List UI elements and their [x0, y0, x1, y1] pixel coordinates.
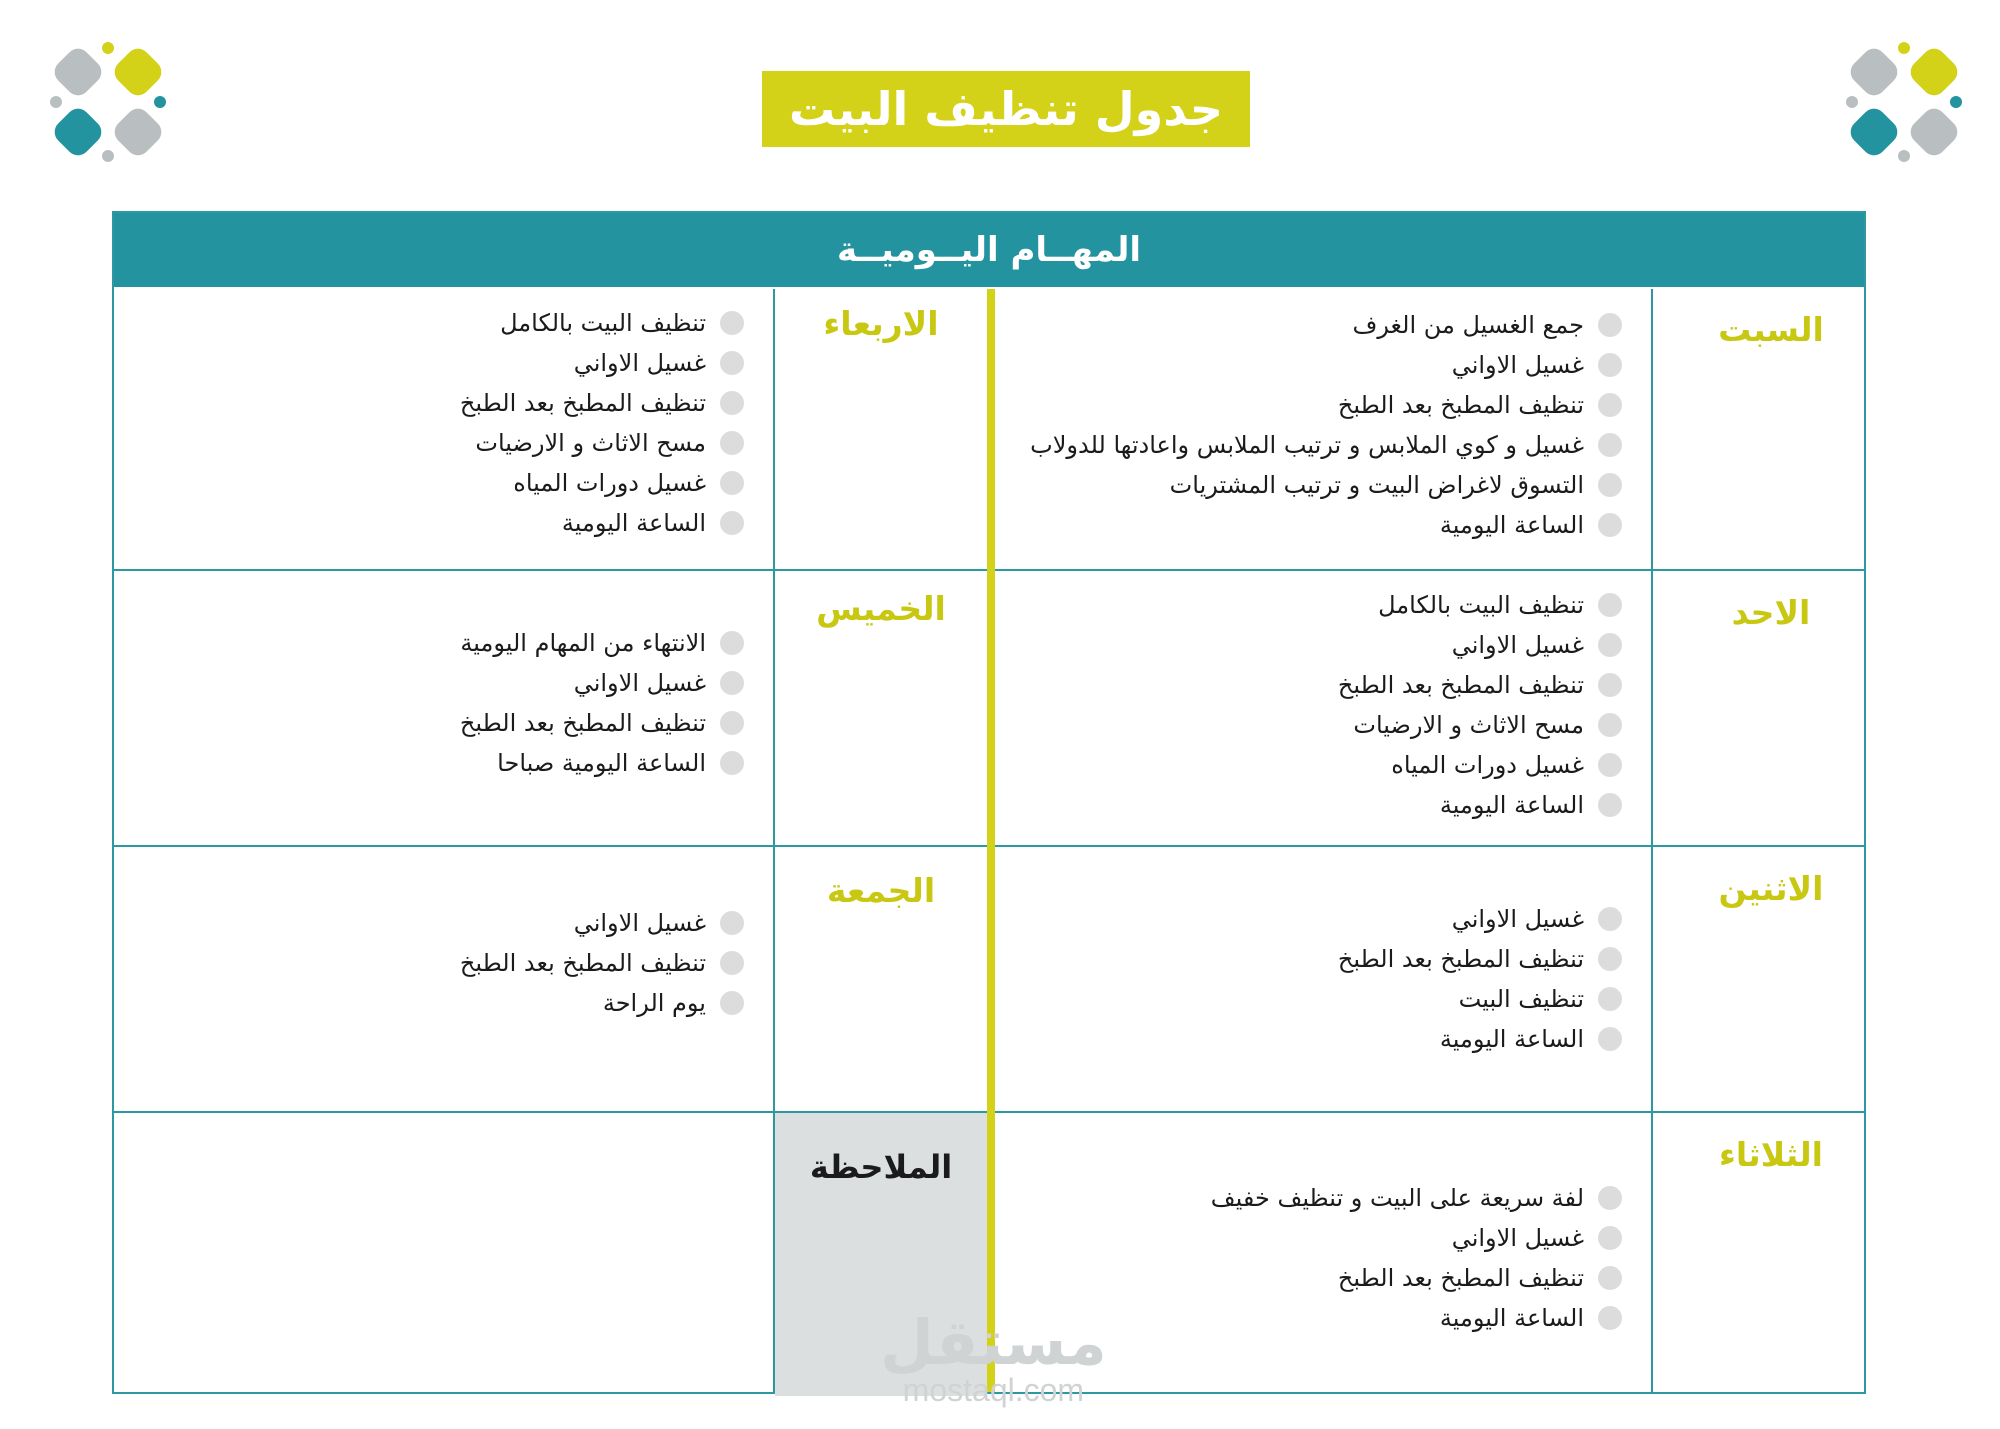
watermark-arabic: مستقل: [880, 1306, 1107, 1379]
task-item: مسح الاثاث و الارضيات: [1338, 705, 1622, 745]
task-item: غسيل الاواني: [460, 663, 744, 703]
task-item: الساعة اليومية: [460, 503, 744, 543]
task-item: غسيل الاواني: [1338, 899, 1622, 939]
task-item: غسيل الاواني: [1338, 625, 1622, 665]
notes-title: الملاحظة: [809, 1148, 953, 1186]
checkbox-circle-icon[interactable]: [1598, 1306, 1622, 1330]
task-item: غسيل الاواني: [1211, 1218, 1622, 1258]
day-label-sunday: الاحد: [1731, 593, 1811, 632]
column-divider: [1651, 289, 1653, 1392]
task-item: جمع الغسيل من الغرف: [1030, 305, 1622, 345]
day-label-wednesday: الاربعاء: [823, 304, 939, 343]
checkbox-circle-icon[interactable]: [1598, 473, 1622, 497]
task-item: الانتهاء من المهام اليومية: [460, 623, 744, 663]
checkbox-circle-icon[interactable]: [720, 711, 744, 735]
schedule-board: [112, 211, 1866, 1394]
day-label-friday: الجمعة: [826, 871, 936, 910]
checkbox-circle-icon[interactable]: [1598, 673, 1622, 697]
task-item: الساعة اليومية: [1030, 505, 1622, 545]
checkbox-circle-icon[interactable]: [1598, 1186, 1622, 1210]
flower-logo-icon: [1842, 40, 1966, 164]
day-label-thursday: الخميس: [816, 589, 946, 628]
checkbox-circle-icon[interactable]: [1598, 713, 1622, 737]
checkbox-circle-icon[interactable]: [1598, 433, 1622, 457]
task-item: لفة سريعة على البيت و تنظيف خفيف: [1211, 1178, 1622, 1218]
day-label-monday: الاثنين: [1718, 869, 1824, 908]
checkbox-circle-icon[interactable]: [1598, 907, 1622, 931]
task-item: تنظيف المطبخ بعد الطبخ: [1211, 1258, 1622, 1298]
center-divider: [987, 289, 995, 1392]
checkbox-circle-icon[interactable]: [1598, 593, 1622, 617]
checkbox-circle-icon[interactable]: [720, 471, 744, 495]
watermark: [880, 1306, 1107, 1408]
checkbox-circle-icon[interactable]: [720, 631, 744, 655]
checkbox-circle-icon[interactable]: [720, 911, 744, 935]
task-item: الساعة اليومية: [1211, 1298, 1622, 1338]
checkbox-circle-icon[interactable]: [720, 951, 744, 975]
checkbox-circle-icon[interactable]: [1598, 987, 1622, 1011]
checkbox-circle-icon[interactable]: [720, 671, 744, 695]
checkbox-circle-icon[interactable]: [1598, 1027, 1622, 1051]
task-item: غسيل الاواني: [460, 343, 744, 383]
task-item: تنظيف البيت: [1338, 979, 1622, 1019]
task-item: تنظيف المطبخ بعد الطبخ: [460, 943, 744, 983]
checkbox-circle-icon[interactable]: [720, 751, 744, 775]
checkbox-circle-icon[interactable]: [720, 391, 744, 415]
task-item: غسيل الاواني: [460, 903, 744, 943]
checkbox-circle-icon[interactable]: [1598, 1266, 1622, 1290]
checkbox-circle-icon[interactable]: [720, 991, 744, 1015]
task-list-sunday: [1338, 585, 1622, 825]
task-item: التسوق لاغراض البيت و ترتيب المشتريات: [1030, 465, 1622, 505]
task-item: تنظيف المطبخ بعد الطبخ: [1338, 939, 1622, 979]
checkbox-circle-icon[interactable]: [1598, 633, 1622, 657]
day-label-tuesday: الثلاثاء: [1719, 1135, 1823, 1174]
task-item: تنظيف المطبخ بعد الطبخ: [460, 383, 744, 423]
flower-logo-icon: [46, 40, 170, 164]
task-list-friday: [460, 903, 744, 1023]
task-list-thursday: [460, 623, 744, 783]
task-list-saturday: [1030, 305, 1622, 545]
checkbox-circle-icon[interactable]: [1598, 353, 1622, 377]
column-divider: [773, 289, 775, 1392]
task-item: الساعة اليومية: [1338, 1019, 1622, 1059]
day-label-saturday: السبت: [1718, 310, 1824, 349]
task-list-tuesday: [1211, 1178, 1622, 1338]
checkbox-circle-icon[interactable]: [1598, 313, 1622, 337]
task-list-wednesday: [460, 303, 744, 543]
checkbox-circle-icon[interactable]: [720, 431, 744, 455]
board-header: المهــام اليــوميــة: [114, 213, 1864, 287]
checkbox-circle-icon[interactable]: [720, 311, 744, 335]
task-item: غسيل دورات المياه: [460, 463, 744, 503]
task-item: غسيل الاواني: [1030, 345, 1622, 385]
task-item: تنظيف البيت بالكامل: [1338, 585, 1622, 625]
checkbox-circle-icon[interactable]: [1598, 947, 1622, 971]
checkbox-circle-icon[interactable]: [720, 351, 744, 375]
task-item: مسح الاثاث و الارضيات: [460, 423, 744, 463]
checkbox-circle-icon[interactable]: [1598, 513, 1622, 537]
checkbox-circle-icon[interactable]: [720, 511, 744, 535]
watermark-latin: mostaql.com: [902, 1372, 1085, 1408]
page-title: جدول تنظيف البيت: [762, 71, 1250, 147]
task-item: الساعة اليومية: [1338, 785, 1622, 825]
task-item: غسيل دورات المياه: [1338, 745, 1622, 785]
checkbox-circle-icon[interactable]: [1598, 753, 1622, 777]
task-list-monday: [1338, 899, 1622, 1059]
task-item: تنظيف البيت بالكامل: [460, 303, 744, 343]
checkbox-circle-icon[interactable]: [1598, 1226, 1622, 1250]
task-item: يوم الراحة: [460, 983, 744, 1023]
task-item: تنظيف المطبخ بعد الطبخ: [1030, 385, 1622, 425]
task-item: تنظيف المطبخ بعد الطبخ: [460, 703, 744, 743]
task-item: غسيل و كوي الملابس و ترتيب الملابس واعادتها للدولاب: [1030, 425, 1622, 465]
task-item: تنظيف المطبخ بعد الطبخ: [1338, 665, 1622, 705]
checkbox-circle-icon[interactable]: [1598, 393, 1622, 417]
task-item: الساعة اليومية صباحا: [460, 743, 744, 783]
checkbox-circle-icon[interactable]: [1598, 793, 1622, 817]
